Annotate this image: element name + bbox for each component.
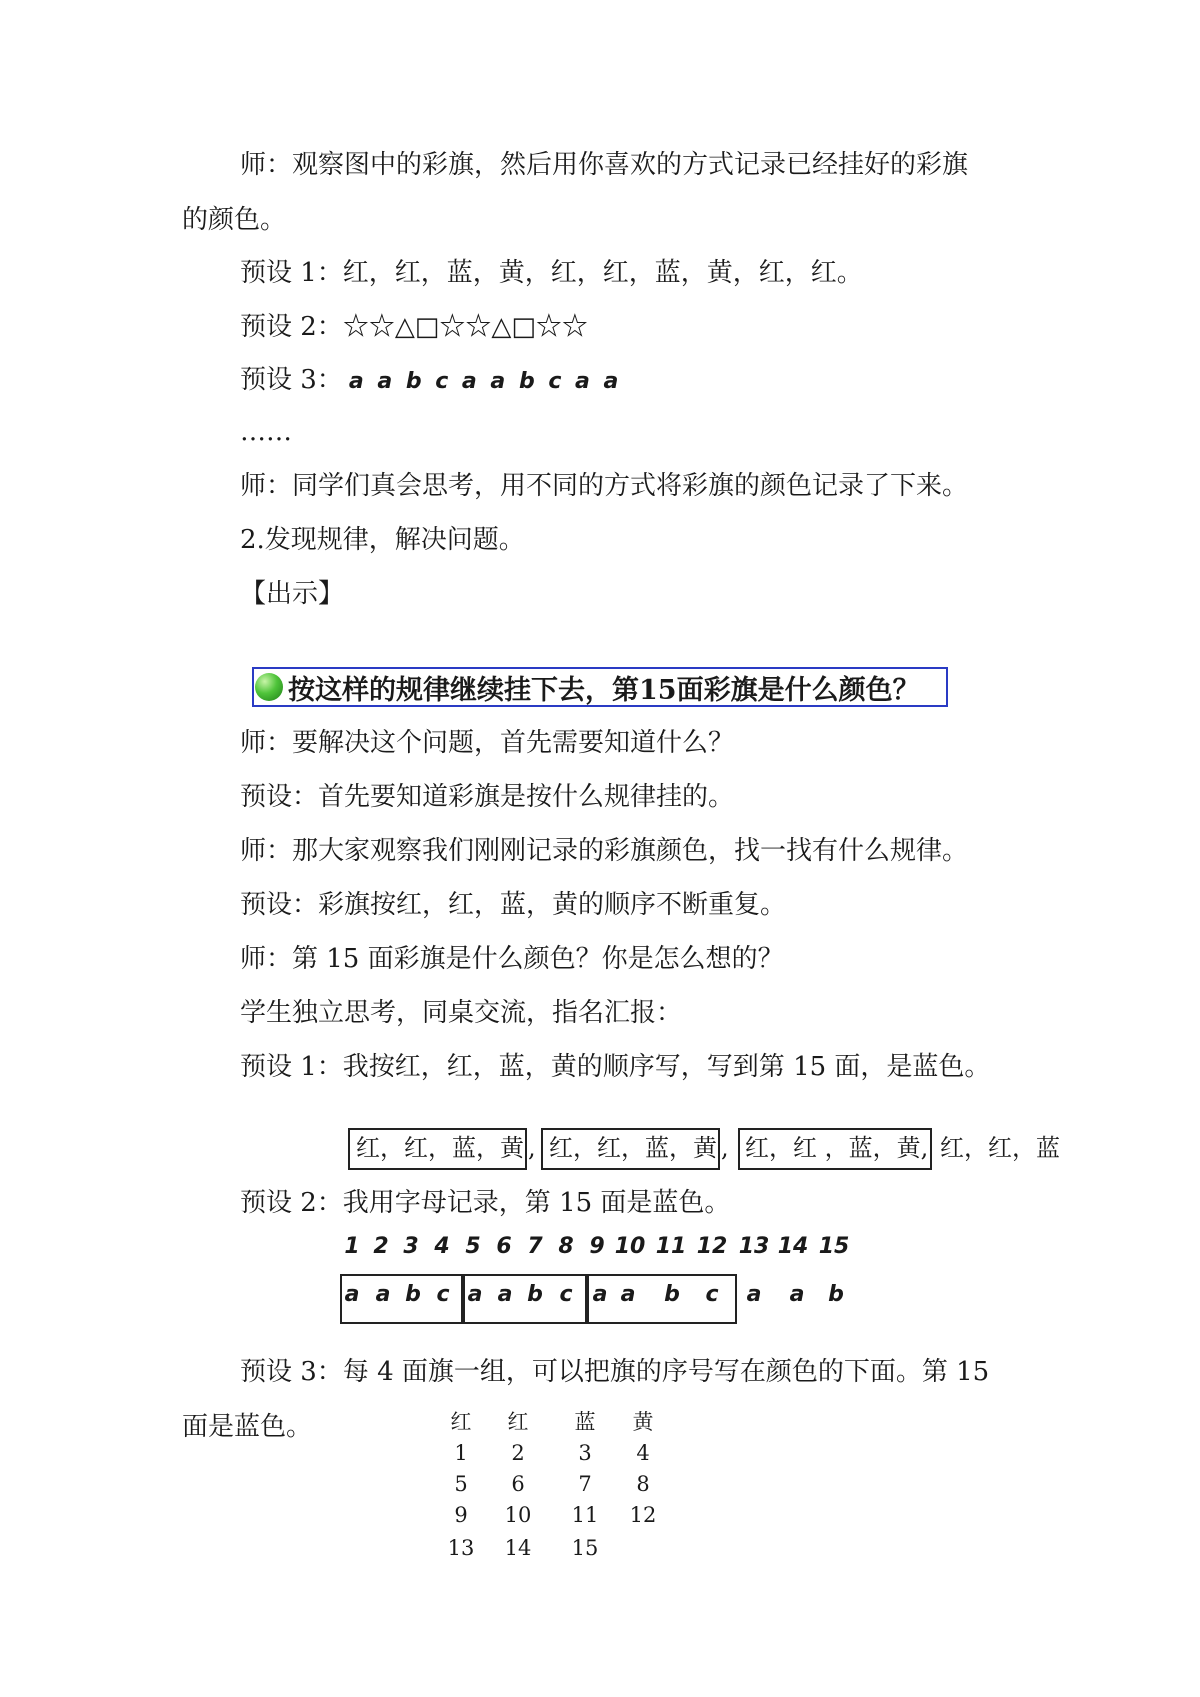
table-cell: 11: [571, 1503, 599, 1527]
flag-letter: b: [828, 1282, 844, 1307]
flag-number: 12: [696, 1234, 728, 1259]
flag-number: 1: [344, 1234, 360, 1259]
table-cell: 10: [504, 1503, 532, 1527]
text-line: 预设 1：我按红，红，蓝，黄的顺序写，写到第 15 面，是蓝色。: [240, 1052, 991, 1082]
table-cell: 2: [511, 1441, 525, 1465]
flag-number: 2: [373, 1234, 389, 1259]
text-line: 学生独立思考，同桌交流，指名汇报：: [240, 998, 683, 1028]
flag-letter: a: [467, 1282, 483, 1307]
section-heading: 【出示】: [240, 579, 345, 609]
flag-number: 13: [738, 1234, 770, 1259]
text-line: 师：要解决这个问题，首先需要知道什么？: [240, 728, 735, 758]
table-cell: 5: [454, 1472, 468, 1496]
flag-letter: a: [497, 1282, 513, 1307]
text-line: 预设：首先要知道彩旗是按什么规律挂的。: [240, 782, 735, 812]
table-cell: 14: [504, 1536, 532, 1560]
text-line: 的颜色。: [182, 205, 287, 235]
flag-letter: c: [559, 1282, 573, 1307]
color-group-tail: 红，红，蓝: [940, 1134, 1060, 1162]
color-group-text: 红，红，蓝，黄: [549, 1134, 717, 1162]
flag-letter: b: [527, 1282, 543, 1307]
text-line: 师：第 15 面彩旗是什么颜色？你是怎么想的？: [240, 944, 784, 974]
table-cell: 8: [636, 1472, 650, 1496]
group-separator: ,: [528, 1134, 536, 1162]
symbol-sequence: ☆☆△□☆☆△□☆☆: [342, 312, 588, 342]
text-line: 师：同学们真会思考，用不同的方式将彩旗的颜色记录了下来。: [240, 471, 969, 501]
text-line: 师：观察图中的彩旗，然后用你喜欢的方式记录已经挂好的彩旗: [240, 150, 969, 180]
text-line: [240, 310, 588, 344]
table-cell: 13: [447, 1536, 475, 1560]
flag-letter: a: [789, 1282, 805, 1307]
table-cell: 9: [454, 1503, 468, 1527]
flag-letter: a: [375, 1282, 391, 1307]
flag-number: 15: [818, 1234, 850, 1259]
flag-letter: a: [620, 1282, 636, 1307]
table-header-cell: 蓝: [574, 1410, 596, 1434]
table-cell: 4: [636, 1441, 650, 1465]
preset-label: 预设 3：: [240, 365, 343, 395]
flag-number: 3: [403, 1234, 419, 1259]
text-line: 师：那大家观察我们刚刚记录的彩旗颜色，找一找有什么规律。: [240, 836, 969, 866]
text-line: 2.发现规律，解决问题。: [240, 525, 525, 555]
color-group-text: 红，红，蓝，黄: [356, 1134, 524, 1162]
table-cell: 12: [629, 1503, 657, 1527]
table-header-cell: 红: [450, 1410, 472, 1434]
text-line: 预设 3：每 4 面旗一组，可以把旗的序号写在颜色的下面。第 15: [240, 1357, 990, 1387]
flag-number: 10: [614, 1234, 646, 1259]
flag-number: 5: [465, 1234, 481, 1259]
text-line: [240, 363, 618, 399]
text-line: 面是蓝色。: [182, 1412, 313, 1442]
text-line: 预设：彩旗按红，红，蓝，黄的顺序不断重复。: [240, 890, 787, 920]
flag-letter: b: [664, 1282, 680, 1307]
flag-letter: c: [436, 1282, 450, 1307]
flag-number: 11: [655, 1234, 687, 1259]
text-line: 预设 2：我用字母记录，第 15 面是蓝色。: [240, 1188, 731, 1218]
table-header-cell: 黄: [632, 1410, 654, 1434]
table-cell: 1: [454, 1441, 468, 1465]
letter-sequence: a a b c a a b c a a: [348, 369, 619, 394]
question-callout: [252, 667, 948, 707]
flag-letter: a: [592, 1282, 608, 1307]
table-cell: 3: [578, 1441, 592, 1465]
callout-text: 按这样的规律继续挂下去，第15面彩旗是什么颜色？: [288, 674, 920, 706]
flag-number: 14: [777, 1234, 809, 1259]
color-group-text: 红，红 ，蓝，黄,: [745, 1134, 929, 1162]
preset-label: 预设 2：: [240, 312, 343, 342]
table-cell: 7: [578, 1472, 592, 1496]
table-cell: 15: [571, 1536, 599, 1560]
text-line: 预设 1：红，红，蓝，黄，红，红，蓝，黄，红，红。: [240, 258, 863, 288]
flag-number: 7: [527, 1234, 543, 1259]
flag-letter: b: [405, 1282, 421, 1307]
flag-number: 4: [434, 1234, 450, 1259]
flag-number: 6: [496, 1234, 512, 1259]
flag-number: 9: [589, 1234, 605, 1259]
group-separator: ,: [721, 1134, 729, 1162]
flag-letter: a: [344, 1282, 360, 1307]
flag-letter: a: [746, 1282, 762, 1307]
flag-number: 8: [558, 1234, 574, 1259]
table-header-cell: 红: [507, 1410, 529, 1434]
green-dot-icon: [255, 673, 283, 701]
text-line: ……: [240, 417, 292, 447]
table-cell: 6: [511, 1472, 525, 1496]
flag-letter: c: [705, 1282, 719, 1307]
